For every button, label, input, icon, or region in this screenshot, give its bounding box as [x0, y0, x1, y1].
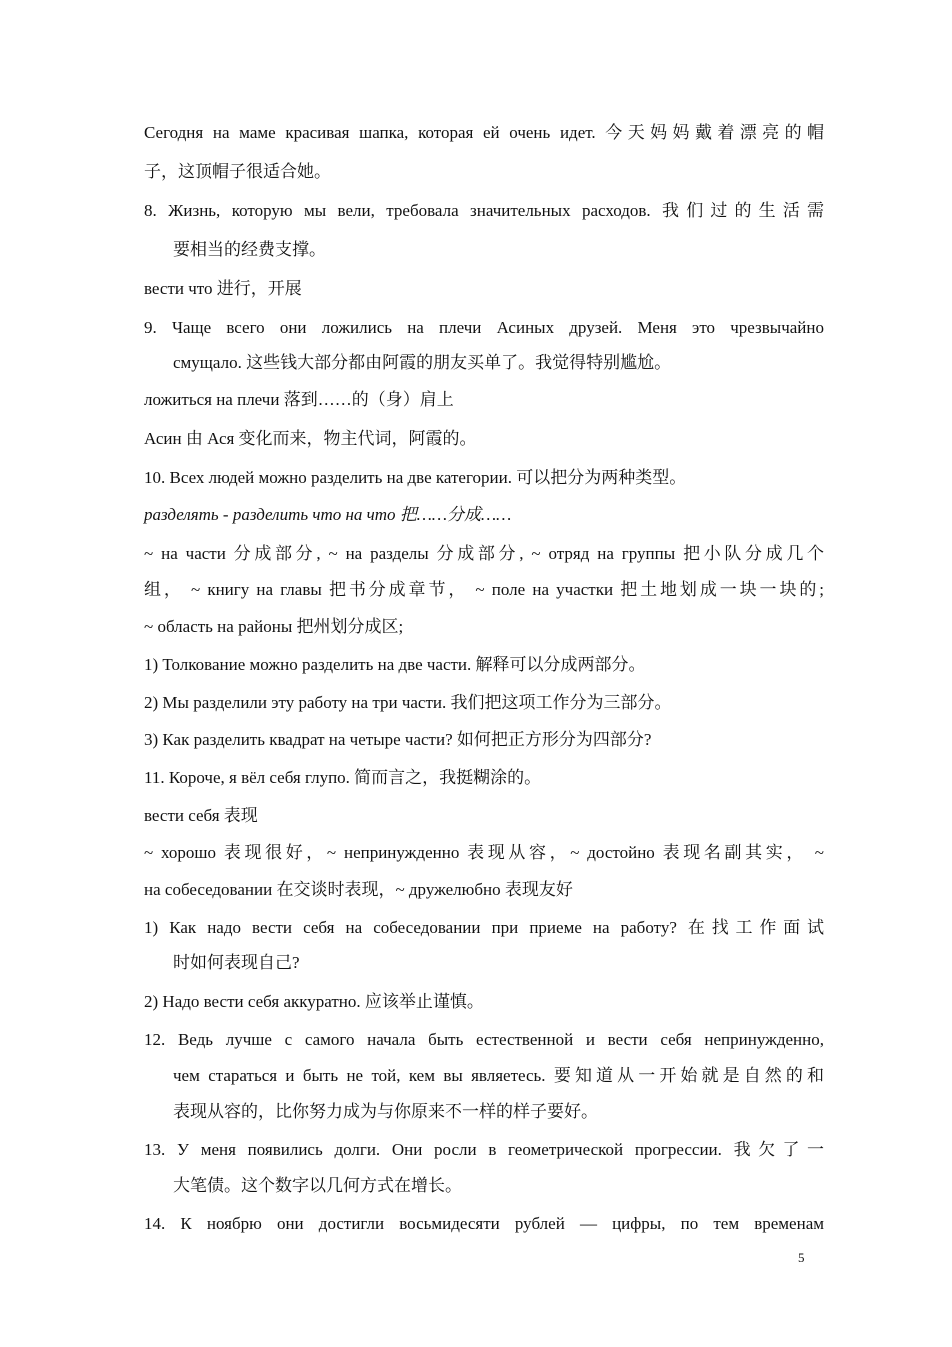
text-line: 2) Надо вести себя аккуратно. 应该举止谨慎。 [144, 992, 484, 1011]
text-line: 大笔债。这个数字以几何方式在增长。 [173, 1176, 462, 1195]
text-line: ~ область на районы 把州划分成区; [144, 617, 404, 636]
text-line: 组， ~ книгу на главы 把书分成章节， ~ поле на участки 把土地划成一块一块的; [144, 580, 824, 599]
text-line: 1) Толкование можно разделить на две части. 解释可以分成两部分。 [144, 655, 646, 674]
text-line: 8. Жизнь, которую мы вели, требовала значительных расходов. 我们过的生活需 [144, 201, 824, 220]
text-line: Сегодня на маме красивая шапка, которая ей очень идет. 今天妈妈戴着漂亮的帽 [144, 123, 824, 142]
text-line: 表现从容的，比你努力成为与你原来不一样的样子要好。 [173, 1102, 598, 1121]
text-line: 要相当的经费支撑。 [173, 240, 326, 259]
text-line: ~ хорошо 表现很好，~ непринужденно 表现从容，~ достойно 表现名副其实， ~ [144, 843, 824, 862]
text-line: 12. Ведь лучше с самого начала быть естественной и вести себя непринужденно, [144, 1030, 824, 1049]
text-line: 3) Как разделить квадрат на четыре части? 如何把正方形分为四部分? [144, 730, 652, 749]
text-line: ложиться на плечи 落到……的（身）肩上 [144, 390, 454, 409]
text-line: 子，这顶帽子很适合她。 [144, 162, 331, 181]
text-line: ~ на части 分成部分, ~ на разделы 分成部分, ~ отряд на группы 把小队分成几个 [144, 544, 824, 563]
text-line: 9. Чаще всего они ложились на плечи Асиных друзей. Меня это чрезвычайно [144, 318, 824, 337]
text-line: 13. У меня появились долги. Они росли в геометрической прогрессии. 我欠了一 [144, 1140, 824, 1159]
text-line: чем стараться и быть не той, кем вы являетесь. 要知道从一开始就是自然的和 [173, 1066, 824, 1085]
text-line: 10. Всех людей можно разделить на две категории. 可以把分为两种类型。 [144, 468, 687, 487]
text-line: вести что 进行，开展 [144, 279, 302, 298]
text-line: 时如何表现自己? [173, 953, 300, 972]
text-line: смущало. 这些钱大部分都由阿霞的朋友买单了。我觉得特别尴尬。 [173, 353, 672, 372]
page-number: 5 [798, 1250, 805, 1265]
text-line: Асин 由 Ася 变化而来，物主代词，阿霞的。 [144, 429, 477, 448]
text-line: 1) Как надо вести себя на собеседовании при приеме на работу? 在找工作面试 [144, 918, 824, 937]
text-line: разделять - разделить что на что 把……分成…… [144, 505, 512, 524]
text-line: 11. Короче, я вёл себя глупо. 简而言之，我挺糊涂的。 [144, 768, 542, 787]
text-line: 14. К ноябрю они достигли восьмидесяти рублей — цифры, по тем временам [144, 1214, 824, 1233]
text-line: на собеседовании 在交谈时表现，~ дружелюбно 表现友好 [144, 880, 573, 899]
text-line: вести себя 表现 [144, 806, 258, 825]
text-line: 2) Мы разделили эту работу на три части. 我们把这项工作分为三部分。 [144, 693, 672, 712]
